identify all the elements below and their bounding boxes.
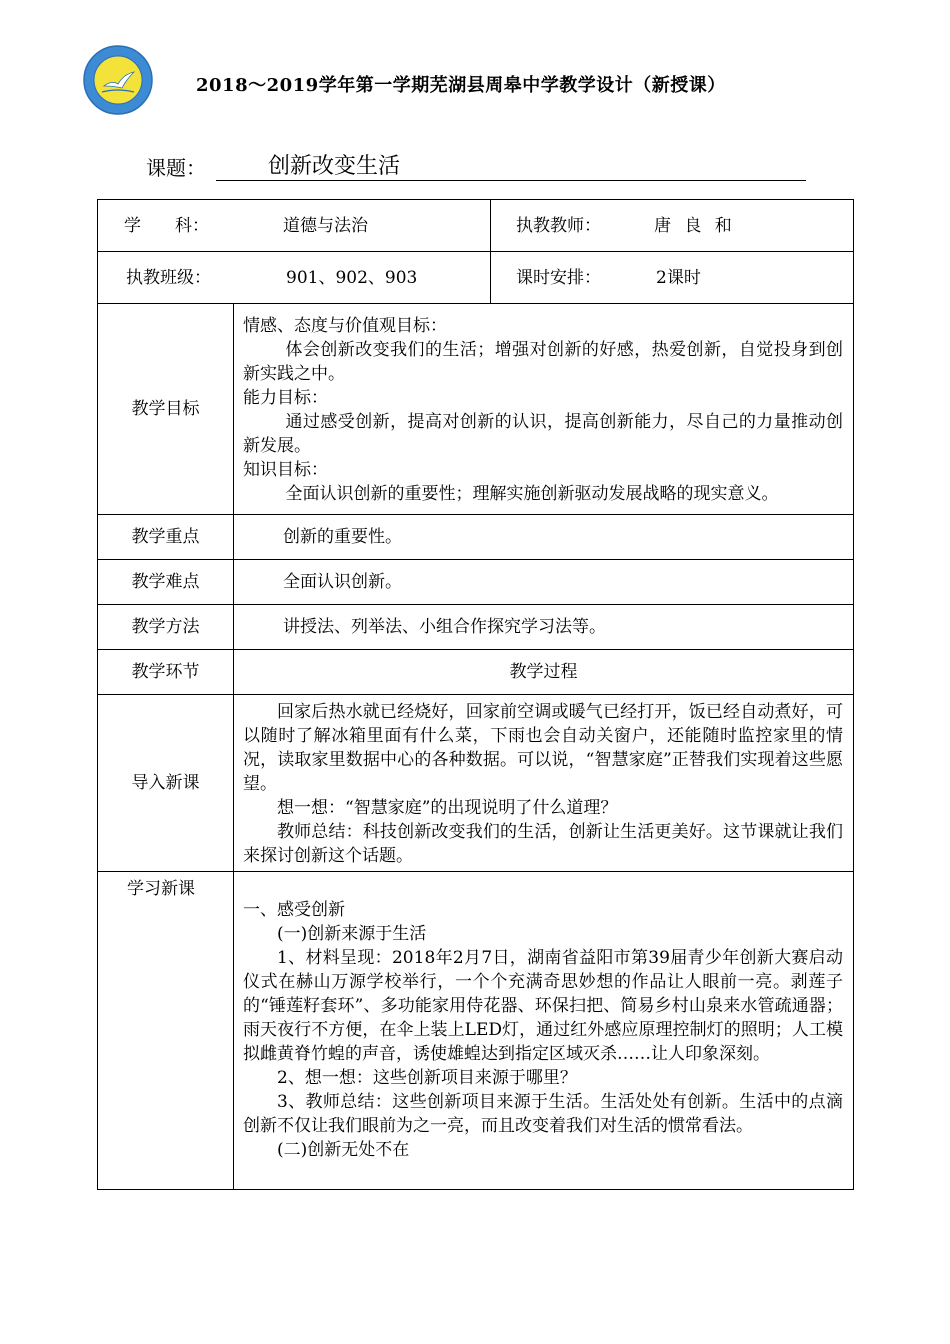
- goals-content: [234, 304, 854, 515]
- class-cell: [98, 252, 491, 304]
- intro-label: 导入新课: [98, 695, 234, 872]
- teacher-value: 唐 良 和: [654, 215, 736, 236]
- time-cell: [491, 252, 854, 304]
- goals-line: 体会创新改变我们的生活；增强对创新的好感，热爱创新，自觉投身到创新实践之中。: [243, 340, 843, 384]
- goals-line: 情感、态度与价值观目标：: [243, 316, 447, 336]
- time-value: 2课时: [656, 267, 701, 288]
- new-lesson-paragraph: 1、材料呈现：2018年2月7日，湖南省益阳市第39届青少年创新大赛启动仪式在赫山万源学校举行，一个个充满奇思妙想的作品让人眼前一亮。剥莲子的“锤莲籽套环”、多功能家用侍花器、环保扫把、简易乡村山泉来水管疏通器；雨天夜行不方便，在伞上装上LED灯，通过红外感应原理控制灯的照明；人工模拟雌黄脊竹蝗的声音，诱使雄蝗达到指定区域灭杀……让人印象深刻。: [243, 948, 843, 1064]
- key-point-value: 创新的重要性。: [234, 515, 854, 560]
- class-label: 执教班级：: [126, 267, 211, 288]
- process-header-row: [98, 650, 854, 695]
- goals-line: 通过感受创新，提高对创新的认识，提高创新能力，尽自己的力量推动创新发展。: [243, 412, 843, 456]
- new-lesson-paragraph: 一、感受创新: [243, 900, 345, 920]
- new-lesson-paragraph: 2、想一想：这些创新项目来源于哪里？: [277, 1068, 577, 1088]
- method-label: 教学方法: [98, 605, 234, 650]
- time-label: 课时安排：: [516, 267, 601, 288]
- topic-value: 创新改变生活: [268, 154, 401, 179]
- teacher-label: 执教教师：: [516, 215, 601, 236]
- info-row-2: [98, 252, 854, 304]
- goals-line: 知识目标：: [243, 460, 328, 480]
- difficulty-row: [98, 560, 854, 605]
- intro-content: [234, 695, 854, 872]
- new-lesson-label: [98, 872, 234, 1190]
- goals-row: [98, 304, 854, 515]
- subject-value: 道德与法治: [283, 215, 368, 236]
- goals-line: 全面认识创新的重要性；理解实施创新驱动发展战略的现实意义。: [285, 484, 779, 504]
- lesson-plan-table: [97, 199, 854, 1190]
- topic-label: 课题：: [146, 156, 206, 180]
- method-value: 讲授法、列举法、小组合作探究学习法等。: [234, 605, 854, 650]
- subject-label: 学 科：: [124, 215, 209, 236]
- method-row: [98, 605, 854, 650]
- key-point-label: 教学重点: [98, 515, 234, 560]
- new-lesson-paragraph: 3、教师总结：这些创新项目来源于生活。生活处处有创新。生活中的点滴创新不仅让我们眼前为之一亮，而且改变着我们对生活的惯常看法。: [243, 1092, 843, 1136]
- intro-row: [98, 695, 854, 872]
- intro-paragraph: 回家后热水就已经烧好，回家前空调或暖气已经打开，饭已经自动煮好，可以随时了解冰箱里面有什么菜，下雨也会自动关窗户，还能随时监控家里的情况，读取家里数据中心的各种数据。可以说，“智慧家庭”正替我们实现着这些愿望。: [243, 702, 843, 794]
- intro-paragraph: 想一想：“智慧家庭”的出现说明了什么道理？: [277, 798, 618, 818]
- new-lesson-paragraph: (一)创新来源于生活: [277, 924, 427, 944]
- info-row-1: [98, 200, 854, 252]
- goals-line: 能力目标：: [243, 388, 328, 408]
- process-header-label: 教学环节: [98, 650, 234, 695]
- difficulty-value: 全面认识创新。: [234, 560, 854, 605]
- process-header-value: 教学过程: [234, 650, 854, 695]
- new-lesson-row: [98, 872, 854, 1190]
- class-value: 901、902、903: [286, 267, 418, 288]
- subject-cell: [98, 200, 491, 252]
- school-emblem-icon: [82, 44, 154, 116]
- new-lesson-content: [234, 872, 854, 1190]
- difficulty-label: 教学难点: [98, 560, 234, 605]
- new-lesson-label-text: 学习新课: [127, 879, 195, 899]
- key-point-row: [98, 515, 854, 560]
- document-title: 2018～2019学年第一学期芜湖县周皋中学教学设计（新授课）: [196, 75, 726, 96]
- intro-paragraph: 教师总结：科技创新改变我们的生活，创新让生活更美好。这节课就让我们来探讨创新这个话题。: [243, 822, 843, 866]
- topic-underline: [216, 180, 806, 181]
- new-lesson-paragraph: (二)创新无处不在: [277, 1140, 410, 1160]
- goals-label: 教学目标: [98, 304, 234, 515]
- teacher-cell: [491, 200, 854, 252]
